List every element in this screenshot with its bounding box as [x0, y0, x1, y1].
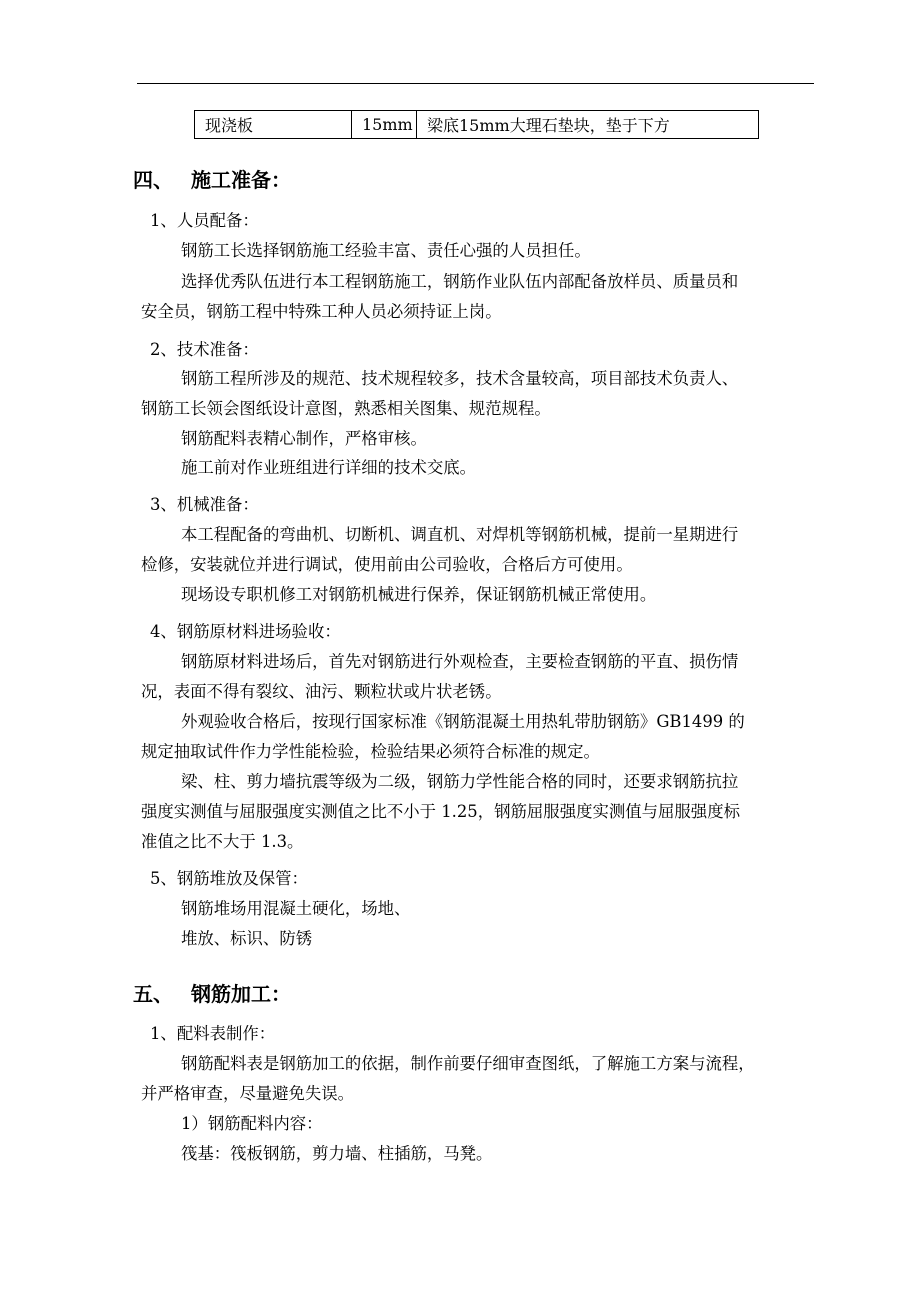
subsection-4-4-title: 4、钢筋原材料进场验收： [150, 622, 341, 641]
paragraph: 钢筋配料表精心制作，严格审核。 [181, 429, 427, 448]
paragraph-line: 准值之比不大于 1.3。 [141, 832, 304, 851]
paragraph-line: 选择优秀队伍进行本工程钢筋施工，钢筋作业队伍内部配备放样员、质量员和 [181, 272, 739, 291]
table-cell-thickness: 15mm [352, 111, 417, 139]
paragraph-line: 钢筋工程所涉及的规范、技术规程较多，技术含量较高，项目部技术负责人、 [181, 369, 739, 388]
paragraph-line: 并严格审查，尽量避免失误。 [141, 1084, 355, 1103]
header-rule [137, 83, 814, 84]
paragraph-line: 况，表面不得有裂纹、油污、颗粒状或片状老锈。 [141, 682, 502, 701]
subsection-5-1-1-title: 1）钢筋配料内容： [181, 1114, 323, 1133]
section-5-title: 钢筋加工： [191, 982, 291, 1006]
paragraph-line: 本工程配备的弯曲机、切断机、调直机、对焊机等钢筋机械，提前一星期进行 [181, 525, 739, 544]
section-4-number: 四、 [133, 168, 173, 192]
table-cell-note: 梁底15mm大理石垫块，垫于下方 [417, 111, 759, 139]
spec-table [194, 110, 759, 139]
section-5-heading [133, 978, 291, 1007]
subsection-4-3-title: 3、机械准备： [150, 495, 259, 514]
paragraph-line: 外观验收合格后，按现行国家标准《钢筋混凝土用热轧带肋钢筋》GB1499 的 [181, 712, 745, 731]
paragraph-line: 钢筋原材料进场后，首先对钢筋进行外观检查，主要检查钢筋的平直、损伤情 [181, 652, 739, 671]
table-cell-item: 现浇板 [195, 111, 352, 139]
paragraph-line: 规定抽取试件作力学性能检验，检验结果必须符合标准的规定。 [141, 742, 600, 761]
paragraph-line: 钢筋工长领会图纸设计意图，熟悉相关图集、规范规程。 [141, 399, 551, 418]
paragraph: 钢筋堆场用混凝土硬化，场地、 [181, 899, 411, 918]
section-4-title: 施工准备： [191, 168, 291, 192]
subsection-5-1-title: 1、配料表制作： [150, 1024, 276, 1043]
subsection-4-5-title: 5、钢筋堆放及保管： [150, 869, 308, 888]
subsection-4-1-title: 1、人员配备： [150, 211, 259, 230]
table-row [195, 111, 759, 139]
paragraph-line: 钢筋配料表是钢筋加工的依据，制作前要仔细审查图纸，了解施工方案与流程， [181, 1054, 755, 1073]
paragraph: 筏基：筏板钢筋，剪力墙、柱插筋，马凳。 [181, 1144, 493, 1163]
paragraph-line: 检修，安装就位并进行调试，使用前由公司验收，合格后方可使用。 [141, 555, 633, 574]
paragraph: 钢筋工长选择钢筋施工经验丰富、责任心强的人员担任。 [181, 241, 591, 260]
subsection-4-2-title: 2、技术准备： [150, 340, 259, 359]
paragraph-line: 强度实测值与屈服强度实测值之比不小于 1.25，钢筋屈服强度实测值与屈服强度标 [141, 802, 740, 821]
paragraph: 施工前对作业班组进行详细的技术交底。 [181, 458, 477, 477]
paragraph-line: 安全员，钢筋工程中特殊工种人员必须持证上岗。 [141, 302, 502, 321]
paragraph: 现场设专职机修工对钢筋机械进行保养，保证钢筋机械正常使用。 [181, 585, 657, 604]
section-4-heading [133, 164, 291, 193]
paragraph-line: 梁、柱、剪力墙抗震等级为二级，钢筋力学性能合格的同时，还要求钢筋抗拉 [181, 772, 739, 791]
section-5-number: 五、 [133, 982, 173, 1006]
paragraph: 堆放、标识、防锈 [181, 929, 313, 948]
